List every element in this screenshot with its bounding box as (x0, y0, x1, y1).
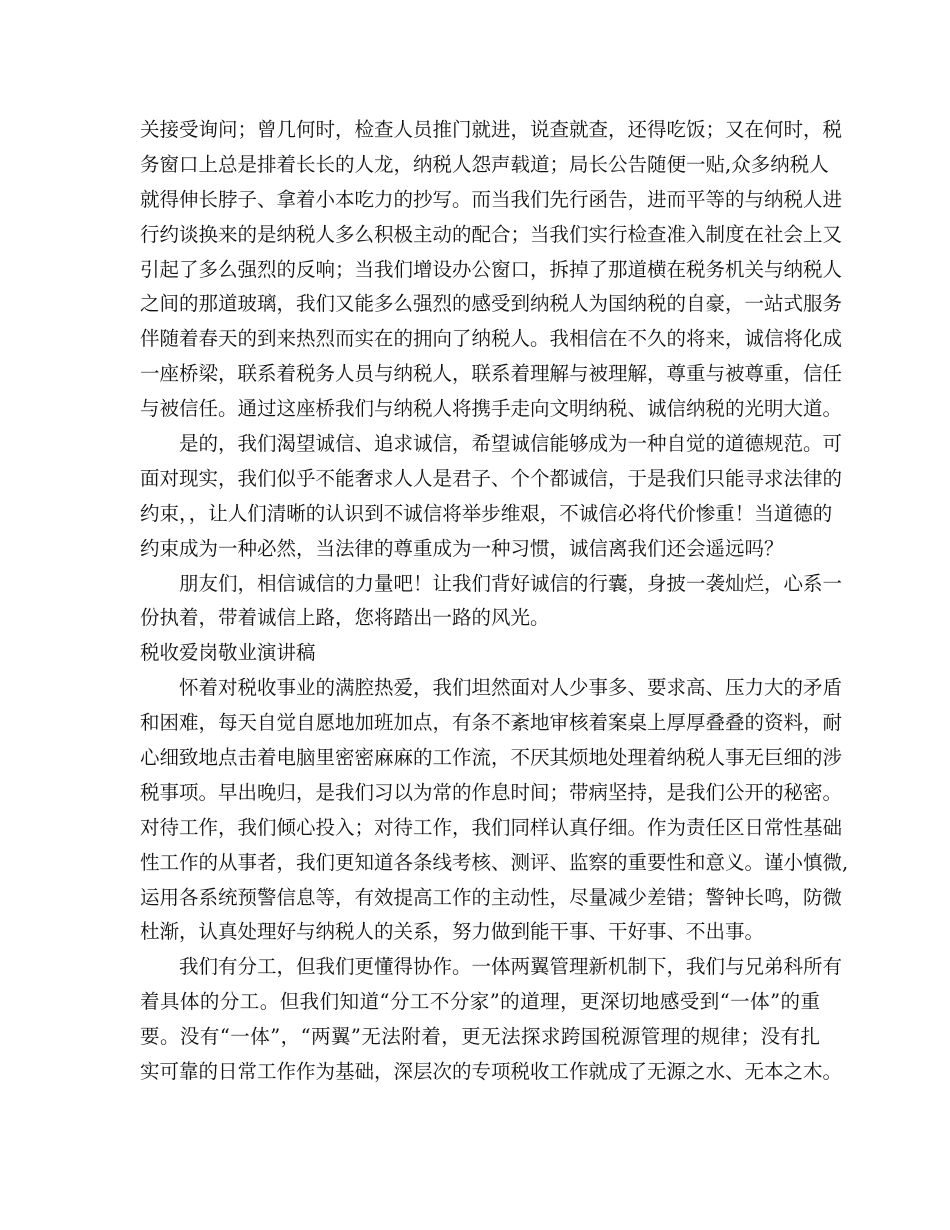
text-line: 行约谈换来的是纳税人多么积极主动的配合；当我们实行检查准入制度在社会上又 (140, 222, 843, 246)
paragraph-2 (140, 427, 843, 567)
text-line: 我们有分工，但我们更懂得协作。一体两翼管理新机制下，我们与兄弟科所有 (179, 955, 843, 979)
text-line: 伴随着春天的到来热烈而实在的拥向了纳税人。我相信在不久的将来，诚信将化成 (140, 327, 843, 351)
text-line: 性工作的从事者，我们更知道各条线考核、测评、监察的重要性和意义。谨小慎微, (140, 850, 849, 874)
text-line: 怀着对税收事业的满腔热爱，我们坦然面对人少事多、要求高、压力大的矛盾 (179, 676, 843, 700)
text-line: 要。没有“一体”，“两翼”无法附着，更无法探求跨国税源管理的规律；没有扎 (140, 1025, 820, 1049)
text-line: 杜渐，认真处理好与纳税人的关系，努力做到能干事、干好事、不出事。 (140, 920, 765, 944)
paragraph-1 (140, 113, 843, 427)
text-line: 务窗口上总是排着长长的人龙，纳税人怨声载道；局长公告随便一贴,众多纳税人 (140, 152, 829, 176)
paragraph-3 (140, 567, 843, 637)
text-line: 之间的那道玻璃，我们又能多么强烈的感受到纳税人为国纳税的自豪，一站式服务 (140, 292, 843, 316)
text-line: 朋友们，相信诚信的力量吧！让我们背好诚信的行囊，身披一袭灿烂，心系一 (179, 571, 843, 595)
text-line: 一座桥梁，联系着税务人员与纳税人，联系着理解与被理解，尊重与被尊重，信任 (140, 362, 843, 386)
text-line: 运用各系统预警信息等，有效提高工作的主动性，尽量减少差错；警钟长鸣，防微 (140, 885, 843, 909)
text-line: 和困难，每天自觉自愿地加班加点，有条不紊地审核着案桌上厚厚叠叠的资料，耐 (140, 711, 843, 735)
text-line: 实可靠的日常工作作为基础，深层次的专项税收工作就成了无源之水、无本之木。 (140, 1060, 843, 1084)
text-line: 约束，，让人们清晰的认识到不诚信将举步维艰，不诚信必将代价惨重！当道德的 (140, 501, 833, 525)
section-title: 税收爱岗敬业演讲稿 (140, 641, 316, 665)
document-body (140, 113, 849, 1090)
text-line: 约束成为一种必然，当法律的尊重成为一种习惯，诚信离我们还会遥远吗？ (140, 536, 784, 560)
paragraph-4 (140, 671, 849, 950)
text-line: 关接受询问；曾几何时，检查人员推门就进，说查就查，还得吃饭；又在何时，税 (140, 118, 843, 141)
text-line: 份执着，带着诚信上路，您将踏出一路的风光。 (140, 606, 550, 630)
text-line: 就得伸长脖子、拿着小本吃力的抄写。而当我们先行函告，进而平等的与纳税人进 (140, 187, 843, 211)
text-line: 对待工作，我们倾心投入；对待工作，我们同样认真仔细。作为责任区日常性基础 (140, 815, 843, 839)
text-line: 与被信任。通过这座桥我们与纳税人将携手走向文明纳税、诚信纳税的光明大道。 (140, 397, 843, 421)
text-line: 面对现实，我们似乎不能奢求人人是君子、个个都诚信，于是我们只能寻求法律的 (140, 466, 843, 490)
paragraph-5 (140, 950, 843, 1090)
text-line: 是的，我们渴望诚信、追求诚信，希望诚信能够成为一种自觉的道德规范。可 (179, 432, 843, 456)
text-line: 引起了多么强烈的反响；当我们增设办公窗口，拆掉了那道横在税务机关与纳税人 (140, 257, 843, 281)
text-line: 着具体的分工。但我们知道“分工不分家”的道理，更深切地感受到“一体”的重 (140, 990, 820, 1014)
text-line: 税事项。早出晚归，是我们习以为常的作息时间；带病坚持，是我们公开的秘密。 (140, 780, 843, 804)
text-line: 心细致地点击着电脑里密密麻麻的工作流，不厌其烦地处理着纳税人事无巨细的涉 (140, 746, 843, 770)
